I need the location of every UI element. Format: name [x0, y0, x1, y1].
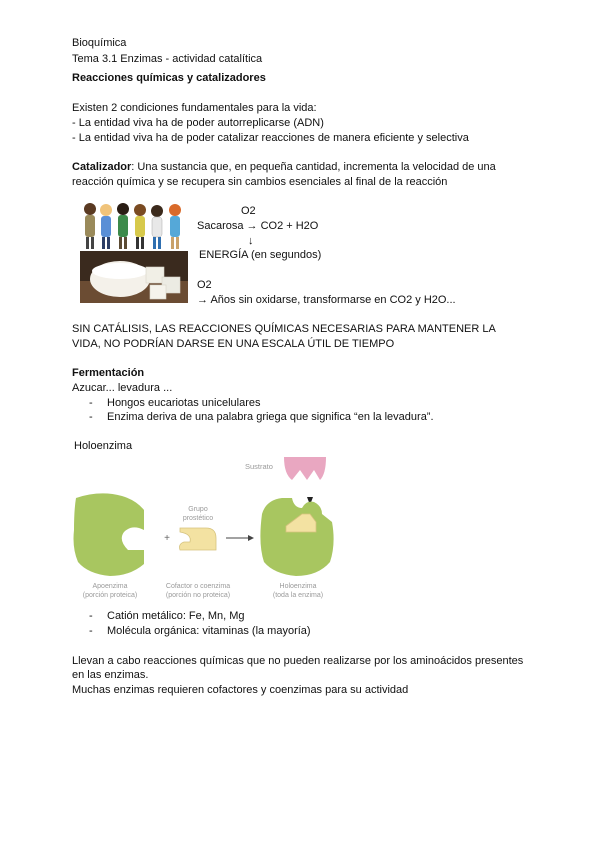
catalysis-warning-1: SIN CATÁLISIS, LAS REACCIONES QUÍMICAS NECESARIAS PARA MANTENER LA — [72, 323, 496, 335]
holoenzima-sublabel: (toda la enzima) — [272, 592, 324, 599]
prostetico-label: prostético — [182, 515, 214, 522]
holoenzyme-shape — [260, 498, 333, 576]
closing-line-2: en las enzimas. — [72, 669, 149, 681]
cofactor-shape — [180, 528, 217, 550]
apoenzyme-shape — [74, 493, 145, 576]
holoenzyme-diagram — [70, 452, 340, 610]
bullet-dash: - — [89, 610, 93, 622]
topic-title: Tema 3.1 Enzimas - actividad catalítica — [72, 53, 263, 65]
cofactor-item: Molécula orgánica: vitaminas (la mayoría) — [107, 625, 311, 637]
oxygen-label-bottom: O2 — [197, 279, 212, 291]
fermentacion-intro: Azucar... levadura ... — [72, 382, 173, 394]
sustrato-label: Sustrato — [245, 462, 273, 471]
closing-line-1: Llevan a cabo reacciones químicas que no pueden realizarse por los aminoácidos presentes — [72, 655, 524, 667]
catalysis-warning-2: VIDA, NO PODRÍAN DARSE EN UNA ESCALA ÚTIL DE TIEMPO — [72, 338, 395, 350]
condition-item: - La entidad viva ha de poder autorreplicarse (ADN) — [72, 117, 324, 129]
catalizador-term: Catalizador — [72, 161, 132, 173]
plus-sign: + — [164, 533, 170, 544]
cofactor-sublabel: (porción no proteica) — [165, 592, 231, 599]
down-arrow: ↓ — [248, 235, 254, 247]
grupo-label: Grupo — [188, 506, 208, 513]
cofactor-item: Catión metálico: Fe, Mn, Mg — [107, 610, 245, 622]
people-illustration — [80, 199, 188, 251]
section-heading-reacciones: Reacciones químicas y catalizadores — [72, 72, 266, 84]
apoenzima-label: Apoenzima — [92, 583, 128, 590]
bullet-dash: - — [89, 411, 93, 423]
cofactor-label: Cofactor o coenzima — [165, 583, 231, 590]
fermentacion-item: Hongos eucariotas unicelulares — [107, 397, 261, 409]
subject-title: Bioquímica — [72, 37, 127, 49]
arrow-right-head — [248, 535, 254, 541]
substrate-shape — [284, 457, 326, 480]
sucrose-equation: Sacarosa → CO2 + H2O — [197, 220, 319, 232]
catalizador-def-1: : Una sustancia que, en pequeña cantidad, incrementa la velocidad de una — [131, 161, 496, 173]
bullet-dash: - — [89, 625, 93, 637]
conditions-intro: Existen 2 condiciones fundamentales para la vida: — [72, 102, 317, 114]
section-heading-fermentacion: Fermentación — [72, 367, 145, 379]
closing-line-3: Muchas enzimas requieren cofactores y coenzimas para su actividad — [72, 684, 409, 696]
condition-item: - La entidad viva ha de poder catalizar reacciones de manera eficiente y selectiva — [72, 132, 469, 144]
energy-label: ENERGÍA (en segundos) — [199, 249, 322, 261]
holoenzima-label: Holoenzima — [279, 583, 317, 590]
fermentacion-item: Enzima deriva de una palabra griega que significa “en la levadura”. — [107, 411, 434, 423]
catalizador-def-2: reacción química y se recupera sin cambios esenciales al final de la reacción — [72, 176, 448, 188]
bullet-dash: - — [89, 397, 93, 409]
oxygen-label-top: O2 — [241, 205, 256, 217]
slow-oxidation: → Años sin oxidarse, transformarse en CO2 y H2O... — [197, 294, 456, 306]
sugar-photo — [80, 251, 188, 303]
holoenzima-title: Holoenzima — [74, 440, 133, 452]
apoenzima-sublabel: (porción proteica) — [82, 592, 138, 599]
catalizador-definition — [72, 160, 496, 174]
